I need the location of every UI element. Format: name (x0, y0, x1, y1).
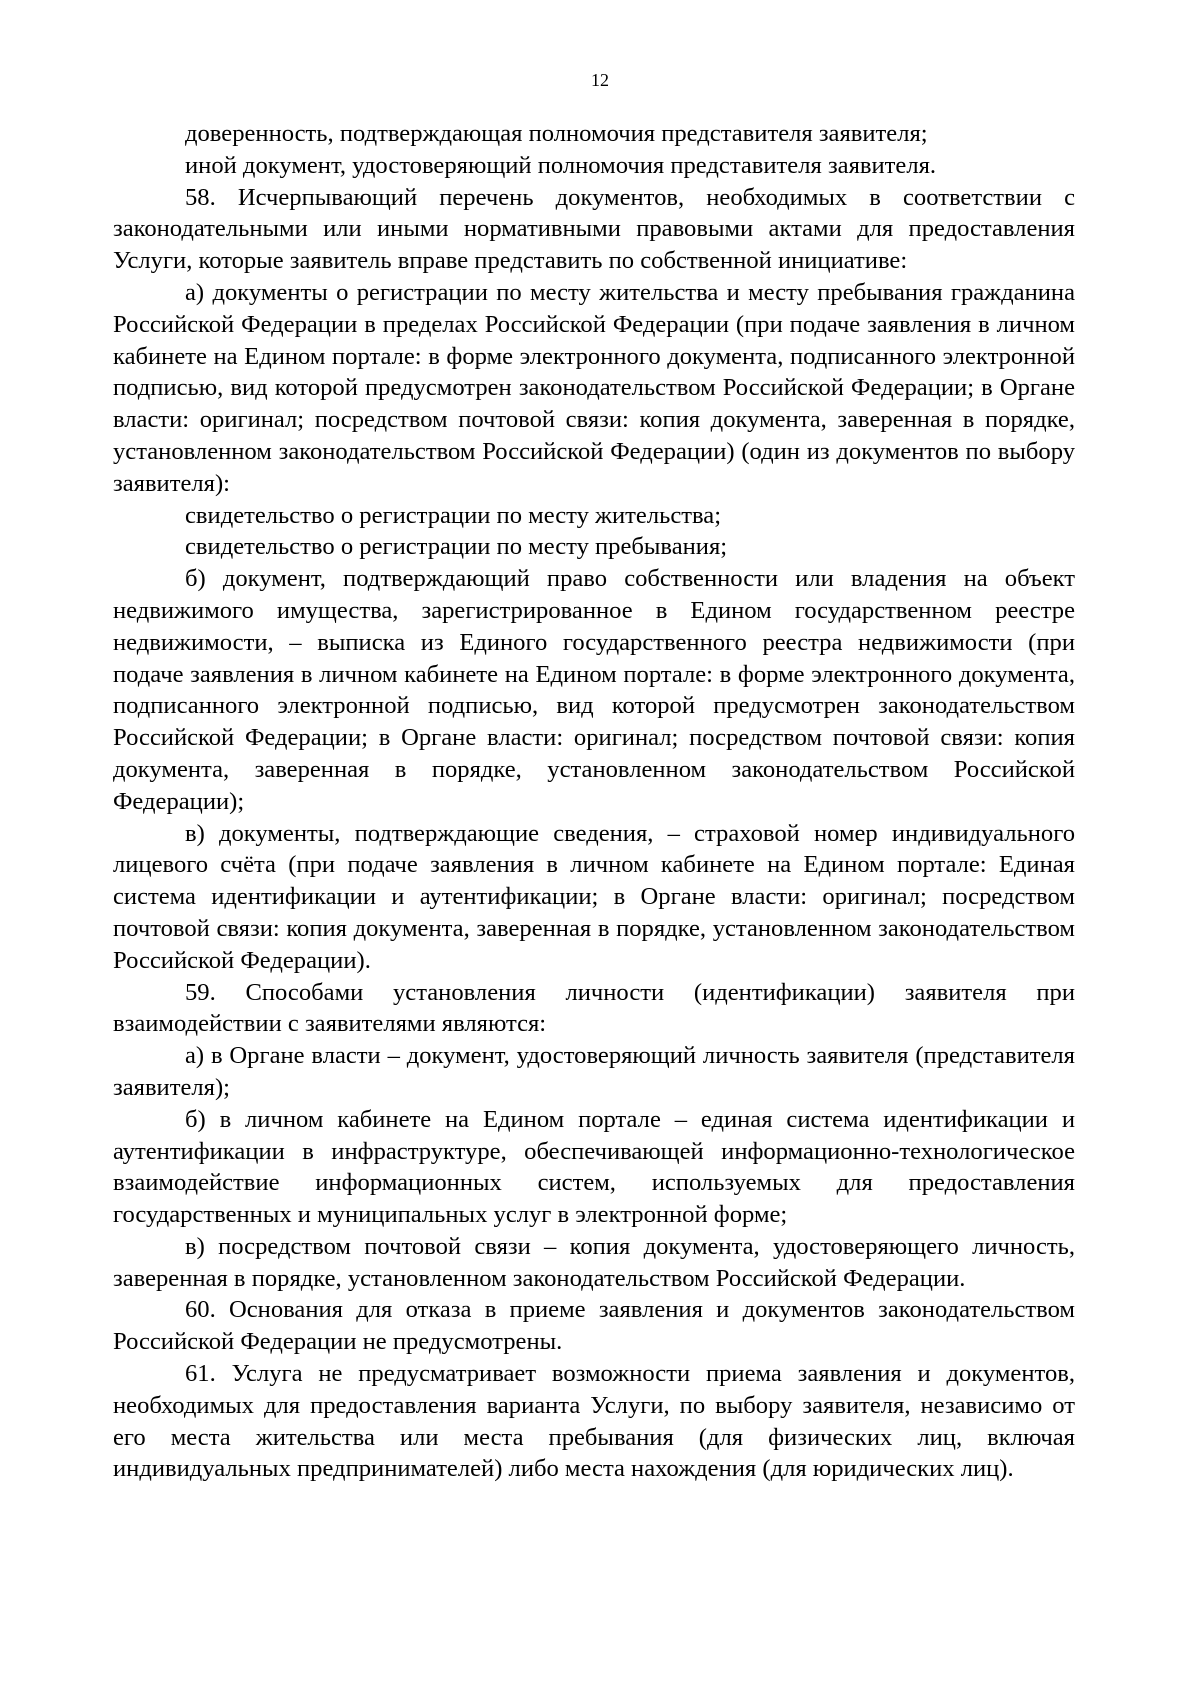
paragraph-61: 61. Услуга не предусматривает возможности приема заявления и документов, необходимых для предоставления варианта Услуги, по выбору заявителя, независимо от его места жительства или места пребывания (для физических лиц, включая индивидуальных предпринимателей) либо места нахождения (для юридических лиц). (113, 1360, 1075, 1483)
paragraph-59: 59. Способами установления личности (идентификации) заявителя при взаимодействии с заявителями являются: (113, 978, 1075, 1038)
paragraph-power-of-attorney: доверенность, подтверждающая полномочия представителя заявителя; (185, 120, 928, 147)
paragraph-59-b: б) в личном кабинете на Едином портале – единая система идентификации и аутентификации в инфраструктуре, обеспечивающей информационно-технологическое взаимодействие информационных систем, используемых для предоставления государственных и муниципальных услуг в электронной форме; (113, 1105, 1075, 1229)
paragraph-other-authority-document: иной документ, удостоверяющий полномочия представителя заявителя. (185, 151, 937, 179)
paragraph-residence-certificate: свидетельство о регистрации по месту жительства; (185, 501, 722, 529)
paragraph-58: 58. Исчерпывающий перечень документов, необходимых в соответствии с законодательными или иными нормативными правовыми актами для предоставления Услуги, которые заявитель вправе представить по собственной инициативе: (113, 183, 1075, 275)
paragraph-60: 60. Основания для отказа в приеме заявления и документов законодательством Российской Федерации не предусмотрены. (113, 1296, 1075, 1356)
paragraph-stay-certificate: свидетельство о регистрации по месту пребывания; (185, 533, 728, 561)
paragraph-59-v: в) посредством почтовой связи – копия документа, удостоверяющего личность, заверенная в порядке, установленном законодательством Российской Федерации. (113, 1232, 1075, 1292)
paragraph-59-a: а) в Органе власти – документ, удостоверяющий личность заявителя (представителя заявителя); (113, 1042, 1075, 1101)
paragraph-58-v: в) документы, подтверждающие сведения, – страховой номер индивидуального лицевого счёта (при подаче заявления в личном кабинете на Едином портале: Единая система идентификации и аутентификации; в Органе власти: оригинал; посредством почтовой связи: копия документа, заверенная в порядке, установленном законодательством Российской Федерации). (113, 819, 1075, 974)
page-number: 12 (591, 70, 609, 90)
document-body (113, 118, 1075, 1485)
paragraph-58-a: а) документы о регистрации по месту жительства и месту пребывания гражданина Российской Федерации в пределах Российской Федерации (при подаче заявления в личном кабинете на Едином портале: в форме электронного документа, подписанного электронной подписью, вид которой предусмотрен законодательством Российской Федерации; в Органе власти: оригинал; посредством почтовой связи: копия документа, заверенная в порядке, установленном законодательством Российской Федерации) (один из документов по выбору заявителя): (113, 278, 1075, 497)
paragraph-58-b: б) документ, подтверждающий право собственности или владения на объект недвижимого имущества, зарегистрированное в Едином государственном реестре недвижимости, – выписка из Единого государственного реестра недвижимости (при подаче заявления в личном кабинете на Едином портале: в форме электронного документа, подписанного электронной подписью, вид которой предусмотрен законодательством Российской Федерации; в Органе власти: оригинал; посредством почтовой связи: копия документа, заверенная в порядке, установленном законодательством Российской Федерации); (113, 565, 1075, 815)
